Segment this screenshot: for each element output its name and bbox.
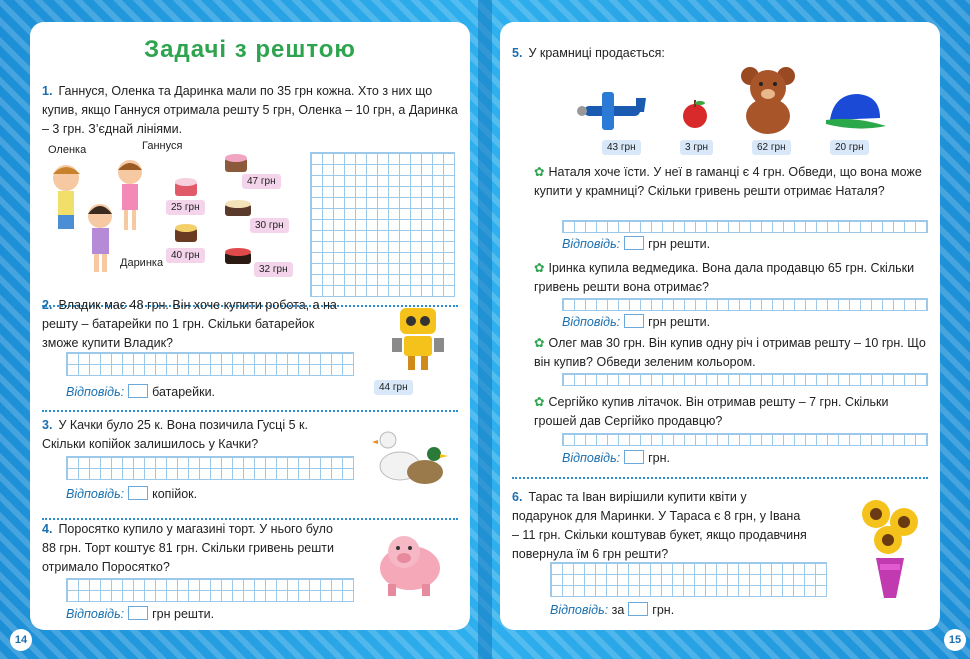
flower-bullet-icon: ✿ (534, 261, 545, 275)
cake-icon (172, 218, 200, 244)
book-gutter (478, 0, 492, 659)
answer-label: Відповідь: (562, 237, 621, 251)
subtask-1 (534, 163, 928, 201)
right-page (500, 22, 940, 630)
flower-bullet-icon: ✿ (534, 336, 545, 350)
name-hannusia: Ганнуся (142, 140, 183, 152)
task-number: 1. (42, 84, 53, 98)
subtask-4 (534, 393, 928, 431)
answer-unit: грн решти. (152, 607, 215, 621)
task-number: 2. (42, 298, 53, 312)
task-text: Тарас та Іван вирішили купити квіти у подарунок для Маринки. У Тараса є 8 грн, у Івана – 11 грн. Скільки коштував букет, якщо продавчиня повернула їм 6 грн решти? (512, 490, 807, 561)
price-tag-teddy-bear: 62 грн (752, 140, 791, 155)
task-2 (42, 296, 350, 353)
task-4 (42, 520, 350, 577)
subtask-text: Сергійко купив літачок. Він отримав решту – 7 грн. Скільки грошей дав Сергійко продавцю? (534, 395, 889, 428)
answer-grid[interactable] (562, 220, 928, 233)
answer-label: Відповідь: (66, 607, 125, 621)
task-3 (42, 416, 350, 454)
left-page (30, 22, 470, 630)
pig-icon (374, 528, 446, 598)
flower-bullet-icon: ✿ (534, 165, 545, 179)
answer-label: Відповідь: (66, 385, 125, 399)
apple-icon (680, 98, 710, 130)
page-title: Задачі з рештою (144, 36, 356, 63)
price-tag: 40 грн (166, 248, 205, 263)
girls-illustration (44, 158, 164, 278)
cake-icon (222, 194, 254, 220)
divider (512, 477, 928, 479)
answer-grid[interactable] (562, 298, 928, 311)
task-5 (512, 44, 928, 63)
subtask-3 (534, 334, 928, 372)
duck-goose-icon (370, 422, 450, 492)
answer-line (550, 602, 674, 617)
plane-icon (574, 88, 654, 134)
answer-line (562, 450, 670, 465)
name-olenka: Оленка (48, 144, 87, 156)
subtask-text: Іринка купила ведмедика. Вона дала продавцю 65 грн. Скільки гривень решти вона отримає? (534, 261, 915, 294)
answer-grid[interactable] (310, 152, 455, 297)
answer-box[interactable] (624, 314, 644, 328)
answer-grid[interactable] (66, 578, 354, 602)
answer-unit: копійок. (152, 487, 198, 501)
answer-line (66, 606, 214, 621)
answer-box[interactable] (624, 450, 644, 464)
answer-box[interactable] (128, 606, 148, 620)
answer-prefix: за (611, 603, 625, 617)
answer-label: Відповідь: (66, 487, 125, 501)
task-number: 5. (512, 46, 523, 60)
price-tag: 25 грн (166, 200, 205, 215)
answer-label: Відповідь: (550, 603, 609, 617)
task-number: 4. (42, 522, 53, 536)
price-tag: 47 грн (242, 174, 281, 189)
subtask-text: Наталя хоче їсти. У неї в гаманці є 4 грн. Обведи, що вона може купити у крамниці? Скільки гривень решти отримає Наталя? (534, 165, 922, 198)
flower-bullet-icon: ✿ (534, 395, 545, 409)
answer-line (66, 384, 215, 399)
sunflower-bouquet-icon (854, 492, 926, 604)
task-6 (512, 488, 810, 564)
answer-grid[interactable] (562, 373, 928, 386)
answer-box[interactable] (628, 602, 648, 616)
answer-line (562, 236, 710, 251)
task-text: У Качки було 25 к. Вона позичила Гусці 5 к. Скільки копійок залишилось у Качки? (42, 418, 308, 451)
price-tag-cap: 20 грн (830, 140, 869, 155)
price-tag-apple: 3 грн (680, 140, 713, 155)
price-tag: 30 грн (250, 218, 289, 233)
answer-box[interactable] (128, 384, 148, 398)
teddy-bear-icon (736, 64, 800, 136)
answer-line (66, 486, 197, 501)
answer-line (562, 314, 710, 329)
subtask-2 (534, 259, 928, 297)
cap-icon (824, 88, 888, 132)
answer-box[interactable] (128, 486, 148, 500)
task-text: У крамниці продається: (528, 46, 665, 60)
answer-grid[interactable] (66, 456, 354, 480)
answer-unit: грн. (648, 451, 671, 465)
answer-grid[interactable] (562, 433, 928, 446)
subtask-text: Олег мав 30 грн. Він купив одну річ і отримав решту – 10 грн. Що він купив? Обведи зеленим кольором. (534, 336, 926, 369)
answer-unit: грн. (652, 603, 675, 617)
cake-icon (222, 244, 254, 268)
cake-icon (222, 150, 250, 174)
task-1 (42, 82, 458, 139)
answer-box[interactable] (624, 236, 644, 250)
price-tag-plane: 43 грн (602, 140, 641, 155)
cake-icon (172, 172, 200, 198)
task-text: Ганнуся, Оленка та Даринка мали по 35 грн кожна. Хто з них що купив, якщо Ганнуся отримала решту 5 грн, Оленка – 10 грн, а Даринка – 3 грн. З’єднай лініями. (42, 84, 458, 136)
task-text: Поросятко купило у магазині торт. У нього було 88 грн. Торт коштує 81 грн. Скільки гривень решти отримало Поросятко? (42, 522, 334, 574)
answer-unit: батарейки. (152, 385, 216, 399)
answer-grid[interactable] (66, 352, 354, 376)
page-number: 15 (944, 629, 966, 651)
answer-unit: грн решти. (648, 237, 711, 251)
name-darynka: Даринка (120, 257, 164, 269)
page-number: 14 (10, 629, 32, 651)
price-tag: 44 грн (374, 380, 413, 395)
task-number: 3. (42, 418, 53, 432)
answer-label: Відповідь: (562, 451, 621, 465)
answer-unit: грн решти. (648, 315, 711, 329)
answer-grid[interactable] (550, 562, 827, 597)
divider (42, 410, 458, 412)
answer-label: Відповідь: (562, 315, 621, 329)
price-tag: 32 грн (254, 262, 293, 277)
robot-icon (390, 304, 446, 374)
task-text: Владик має 48 грн. Він хоче купити робота, а на решту – батарейки по 1 грн. Скільки батарейок зможе купити Владик? (42, 298, 337, 350)
task-number: 6. (512, 490, 523, 504)
